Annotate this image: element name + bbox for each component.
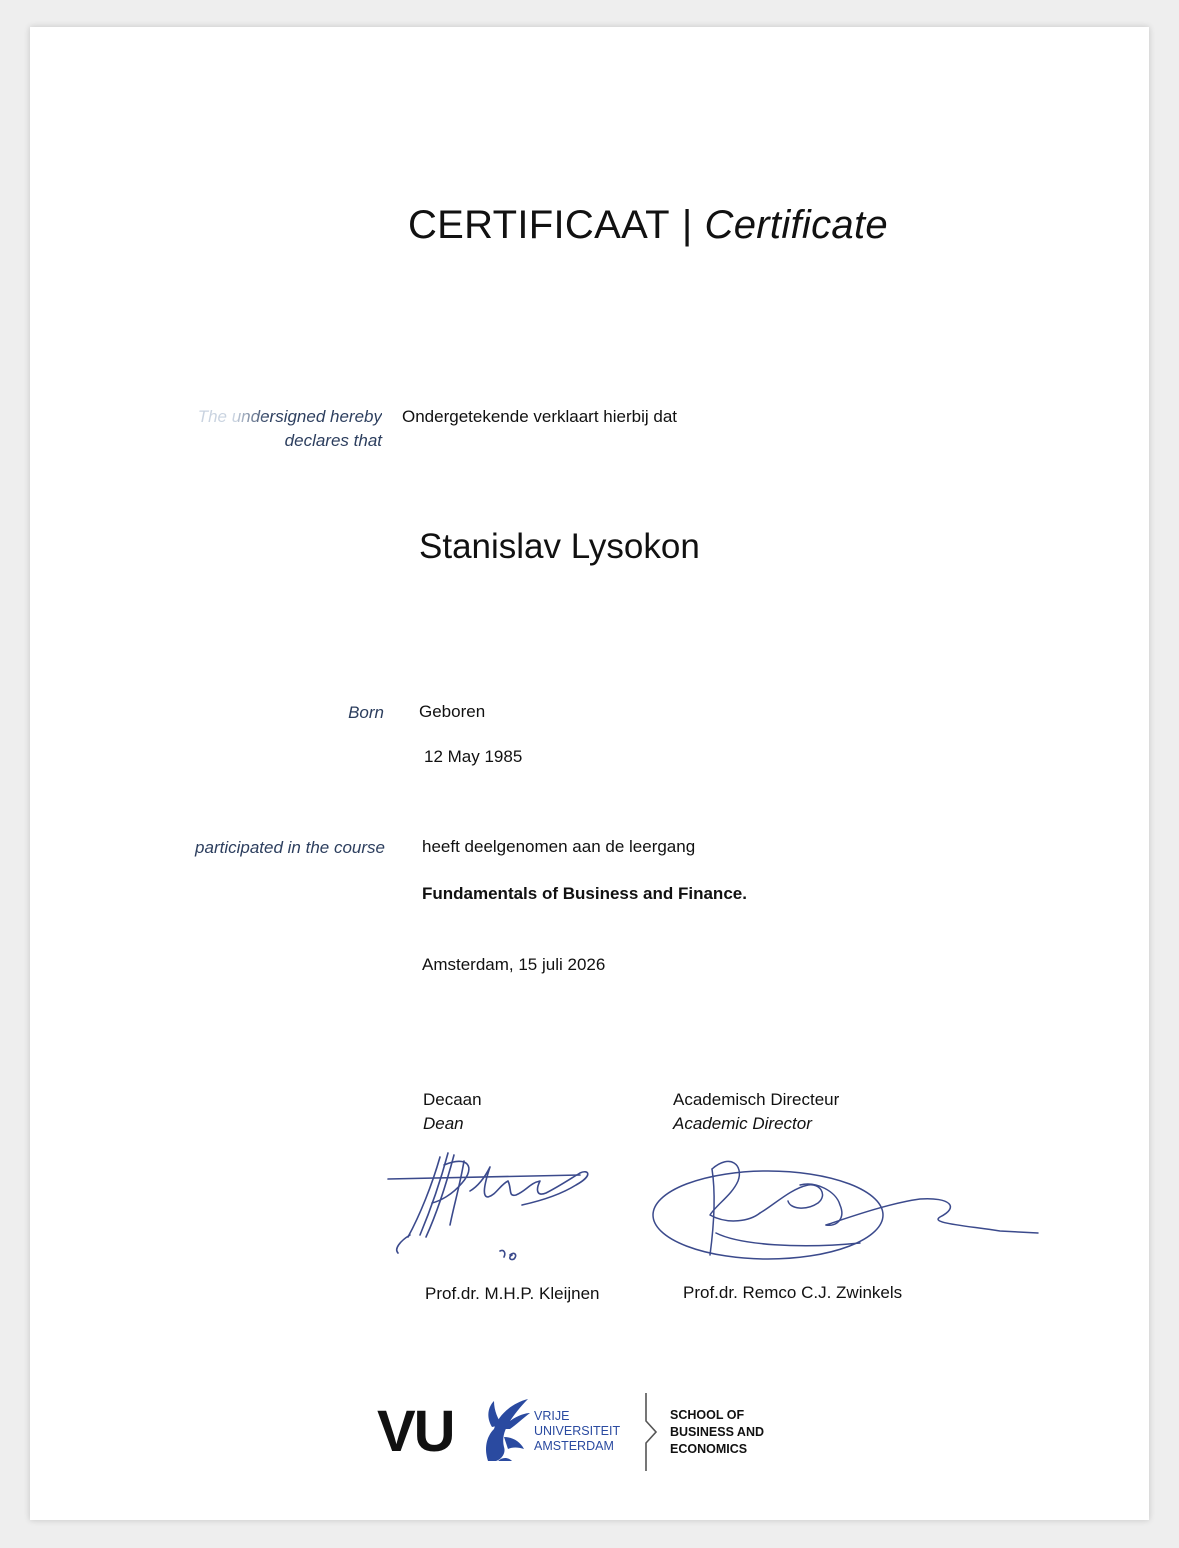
dean-name: Prof.dr. M.H.P. Kleijnen: [425, 1284, 600, 1303]
director-signature: [640, 1145, 1040, 1265]
declares-label-english: [198, 405, 382, 453]
university-name: [534, 1409, 620, 1454]
place-and-date: Amsterdam, 15 juli 2026: [422, 955, 606, 974]
participated-text-dutch: heeft deelgenomen aan de leergang: [422, 837, 696, 856]
vu-logo-letters: VU: [377, 1399, 454, 1464]
director-role-dutch: Academisch Directeur: [673, 1090, 840, 1109]
certificate-title: [408, 203, 888, 248]
director-name: Prof.dr. Remco C.J. Zwinkels: [683, 1283, 903, 1302]
declares-label-line1: The undersigned hereby: [198, 405, 382, 429]
director-role-english: Academic Director: [673, 1114, 812, 1133]
director-role: [673, 1088, 839, 1136]
course-name: Fundamentals of Business and Finance.: [422, 884, 747, 903]
school-name-line2: BUSINESS AND: [670, 1425, 764, 1439]
born-label-dutch: Geboren: [419, 702, 486, 721]
dean-signature: [380, 1145, 620, 1270]
born-label-english: Born: [348, 703, 384, 722]
university-name-line2: UNIVERSITEIT: [534, 1424, 621, 1438]
school-name-line1: SCHOOL OF: [670, 1408, 745, 1422]
school-name-line3: ECONOMICS: [670, 1442, 748, 1456]
title-separator: |: [681, 203, 693, 247]
declares-text-dutch: Ondergetekende verklaart hierbij dat: [402, 407, 677, 426]
university-name-line1: VRIJE: [534, 1409, 570, 1423]
declares-label-line2: declares that: [284, 431, 382, 450]
birth-date: 12 May 1985: [424, 747, 523, 766]
griffin-logo-icon: [468, 1397, 530, 1463]
university-name-line3: AMSTERDAM: [534, 1439, 614, 1453]
certificate-page: [30, 27, 1149, 1520]
title-english: Certificate: [704, 203, 888, 247]
school-name: [670, 1407, 764, 1458]
participated-label-english: participated in the course: [195, 838, 385, 857]
title-dutch: CERTIFICAAT: [408, 203, 670, 247]
logo-divider-chevron: [642, 1391, 662, 1473]
recipient-name: Stanislav Lysokon: [419, 527, 700, 566]
dean-role-english: Dean: [423, 1114, 464, 1133]
dean-role-dutch: Decaan: [423, 1090, 482, 1109]
dean-role: [423, 1088, 482, 1136]
